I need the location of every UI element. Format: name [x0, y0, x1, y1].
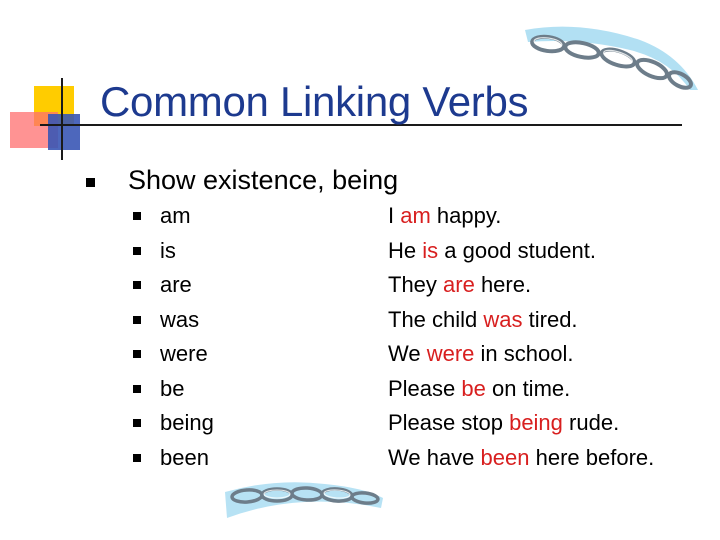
main-bullet-text: Show existence, being — [128, 165, 399, 195]
slide: Common Linking Verbs Show existence, being am is are was were be being been I am happy. He is a good student. They are here. The child was tired. We were in school. Please be on time. Please stop being rude. We have been here before. — [0, 0, 720, 540]
title-deco-blue-square — [48, 114, 80, 150]
example-sentence: Please be on time. — [388, 375, 571, 401]
square-bullet-icon — [133, 454, 141, 462]
highlighted-verb: is — [422, 237, 439, 263]
chain-icon — [225, 474, 385, 526]
square-bullet-icon — [133, 212, 141, 220]
example-sentence-list — [388, 200, 654, 476]
example-sentence: Please stop being rude. — [388, 410, 620, 435]
slide-title: Common Linking Verbs — [100, 78, 529, 125]
highlighted-verb: being — [509, 410, 563, 435]
highlighted-verb: are — [443, 272, 475, 297]
example-sentence: He is a good student. — [388, 237, 596, 263]
highlighted-verb: am — [400, 203, 431, 228]
example-sentence: The child was tired. — [388, 306, 578, 332]
square-bullet-icon — [133, 350, 141, 358]
square-bullet-icon — [133, 316, 141, 324]
highlighted-verb: were — [426, 341, 475, 366]
title-deco-vertical-line — [61, 78, 63, 160]
example-sentence: We have been here before. — [388, 444, 655, 470]
highlighted-verb: was — [483, 306, 523, 332]
example-sentence: We were in school. — [388, 341, 574, 366]
example-sentence: I am happy. — [388, 203, 502, 228]
chain-icon — [520, 20, 700, 90]
highlighted-verb: be — [461, 375, 486, 401]
square-bullet-icon — [133, 385, 141, 393]
square-bullet-icon — [133, 247, 141, 255]
example-sentence: They are here. — [388, 272, 532, 297]
highlighted-verb: been — [480, 444, 530, 470]
square-bullet-icon — [133, 419, 141, 427]
square-bullet-icon — [86, 178, 95, 187]
square-bullet-icon — [133, 281, 141, 289]
